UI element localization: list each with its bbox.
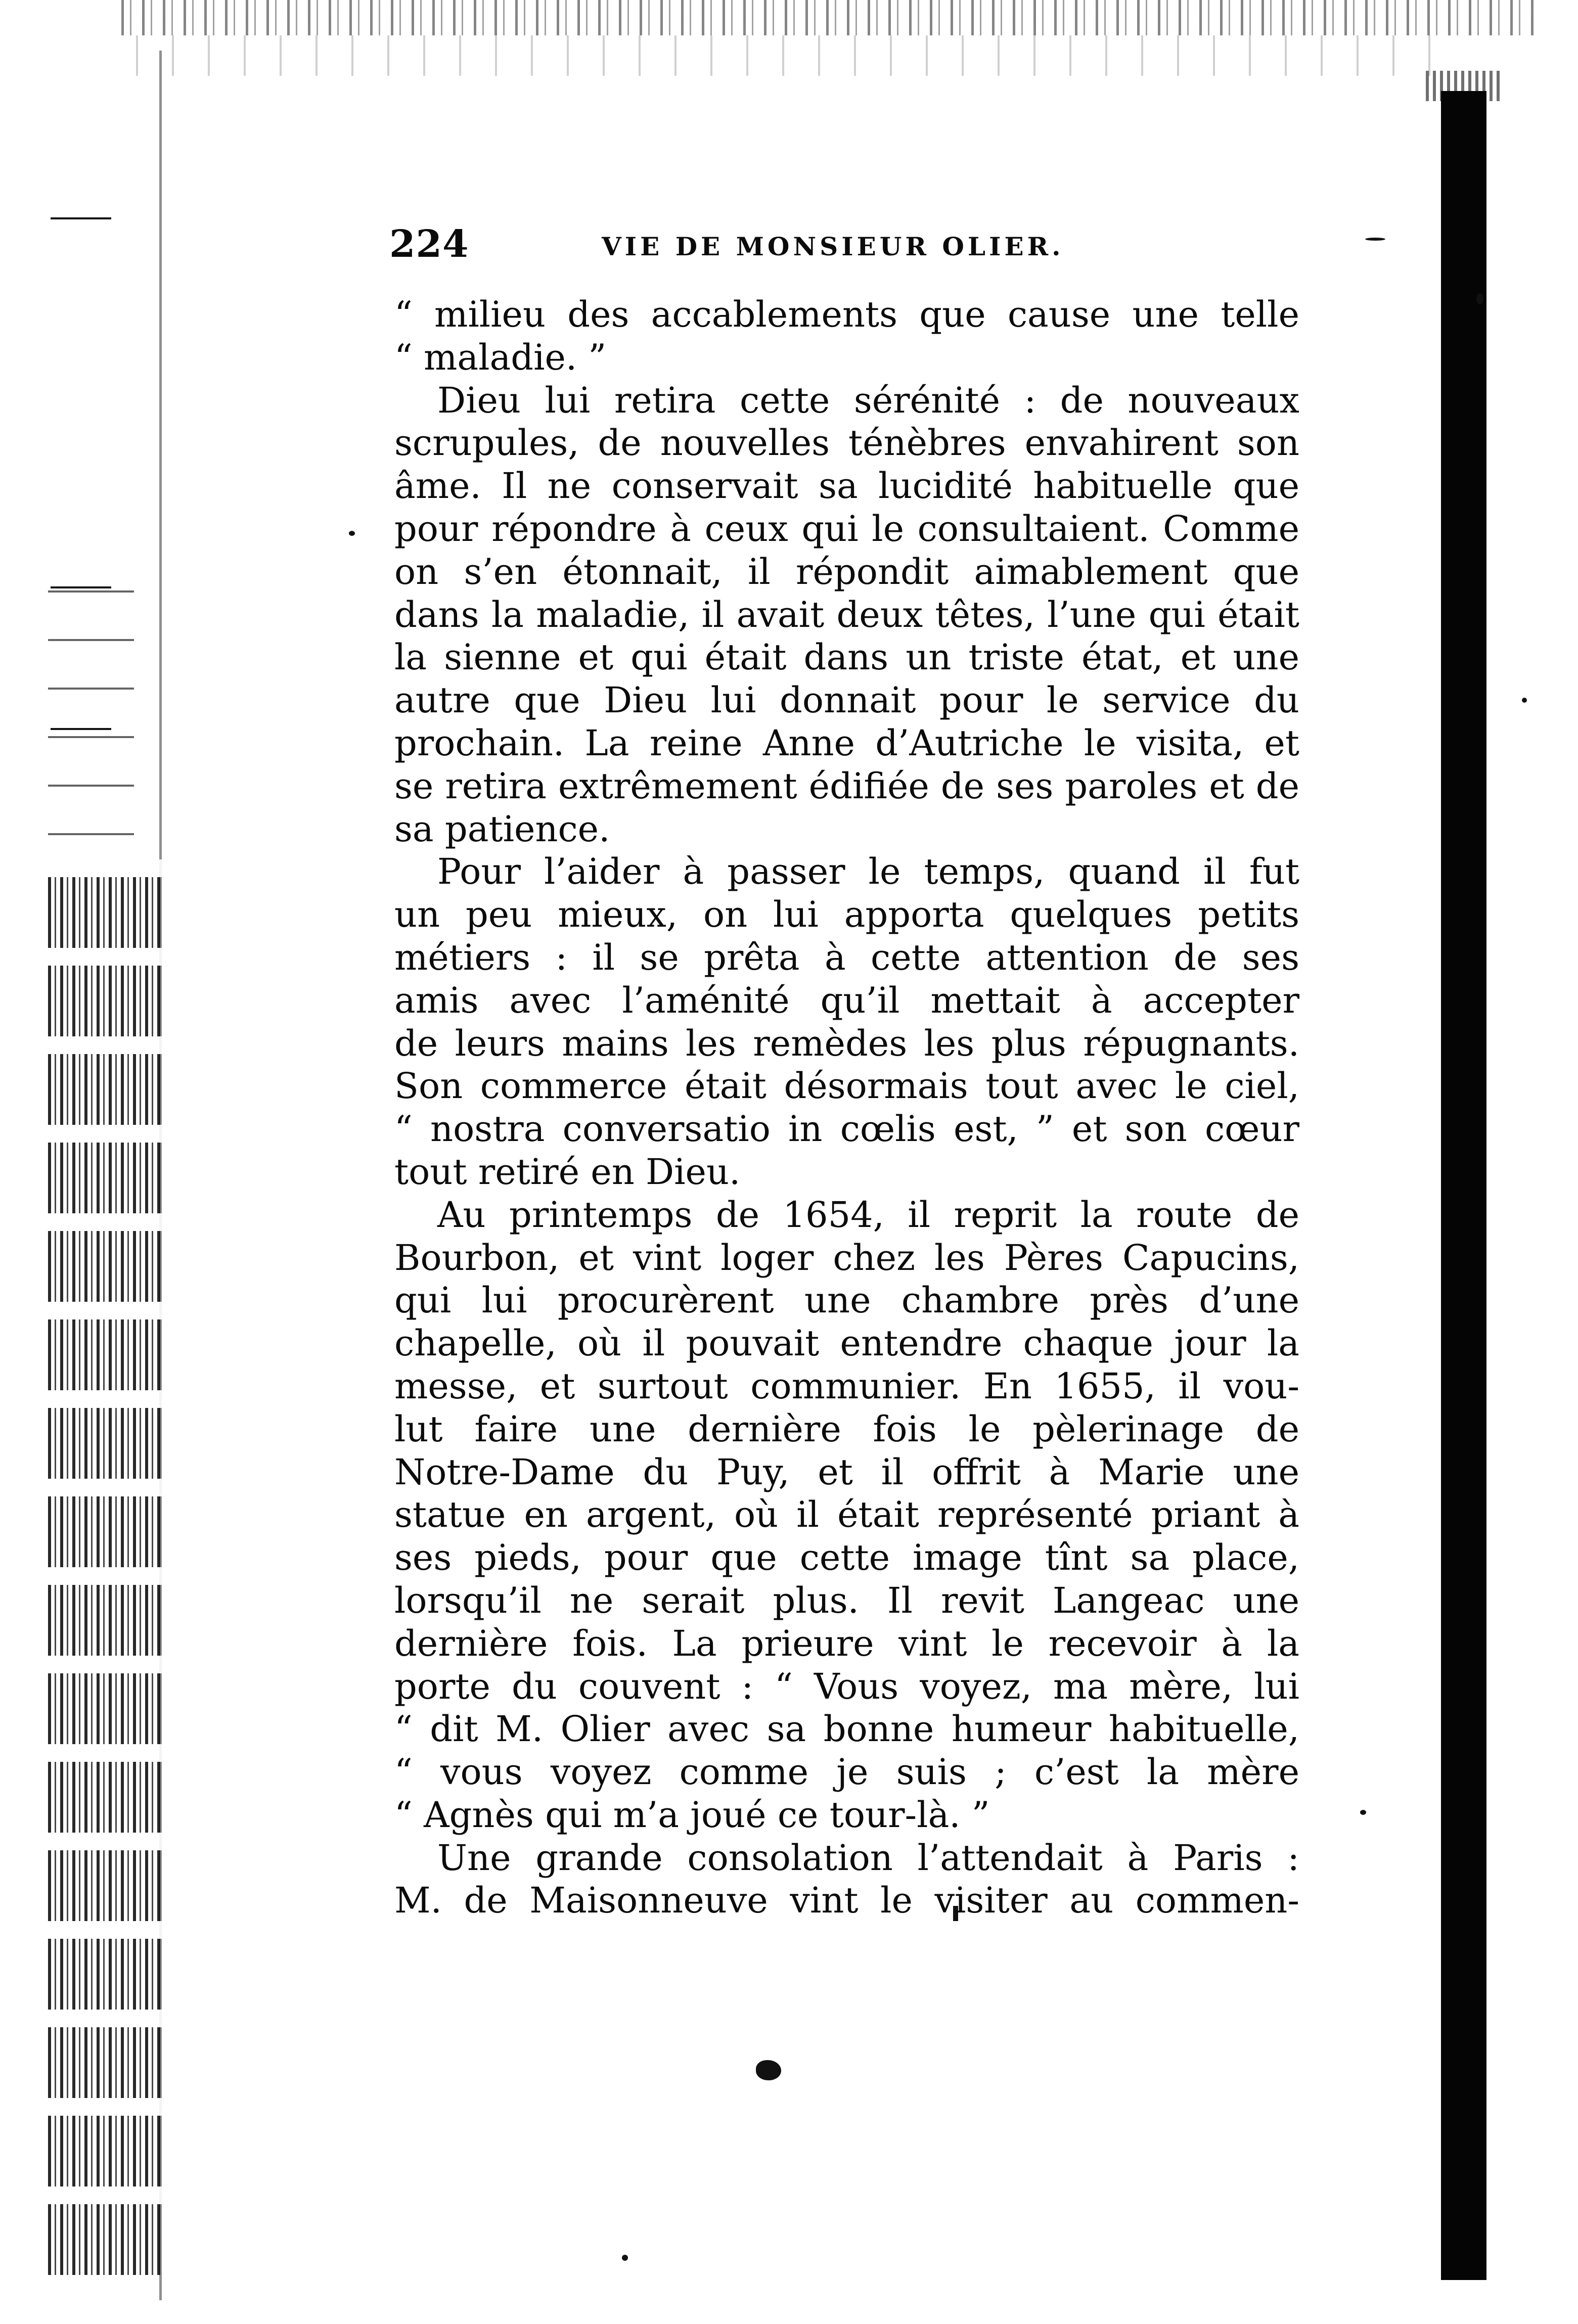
text-line: statue en argent, où il était représenté priant à [394, 1494, 1299, 1536]
text-line: ses pieds, pour que cette image tînt sa place, [394, 1537, 1299, 1579]
text-line: Au printemps de 1654, il reprit la route de [437, 1194, 1299, 1236]
running-title: VIE DE MONSIEUR OLIER. [602, 232, 1064, 261]
text-line: messe, et surtout communier. En 1655, il vou- [394, 1365, 1299, 1407]
text-line: Une grande consolation l’attendait à Paris : [437, 1837, 1299, 1879]
text-line: pour répondre à ceux qui le consultaient. Comme [394, 508, 1299, 550]
text-line: tout retiré en Dieu. [394, 1151, 741, 1193]
margin-tick [51, 728, 111, 730]
scan-speck [1365, 238, 1385, 241]
text-line: prochain. La reine Anne d’Autriche le visita, et [394, 722, 1299, 764]
text-line: porte du couvent : “ Vous voyez, ma mère, lui [394, 1665, 1299, 1707]
scan-speck [1476, 293, 1483, 304]
text-line: dernière fois. La prieure vint le recevoir à la [394, 1622, 1299, 1664]
text-line: la sienne et qui était dans un triste état, et une [394, 636, 1299, 678]
binding-dashes [48, 581, 134, 859]
margin-tick [51, 217, 111, 219]
text-line: qui lui procurèrent une chambre près d’une [394, 1280, 1299, 1322]
page-number: 224 [389, 222, 469, 266]
text-line: un peu mieux, on lui apporta quelques petits [394, 894, 1299, 936]
scan-noise-top-faint [121, 35, 1436, 76]
text-line: “ maladie. ” [394, 336, 607, 378]
text-line: autre que Dieu lui donnait pour le service du [394, 679, 1299, 721]
text-line: chapelle, où il pouvait entendre chaque jour la [394, 1323, 1299, 1364]
text-line: dans la maladie, il avait deux têtes, l’une qui était [394, 594, 1299, 635]
text-line: se retira extrêmement édifiée de ses paroles et de [394, 765, 1299, 807]
page-header [389, 222, 1330, 268]
text-line: Son commerce était désormais tout avec le ciel, [394, 1065, 1299, 1107]
text-line: lorsqu’il ne serait plus. Il revit Langeac une [394, 1579, 1299, 1621]
binding-strip [48, 859, 162, 2275]
text-line: scrupules, de nouvelles ténèbres envahirent son [394, 422, 1299, 464]
text-line: âme. Il ne conservait sa lucidité habituelle que [394, 465, 1299, 507]
text-line: “ dit M. Olier avec sa bonne humeur habituelle, [394, 1708, 1299, 1750]
text-line: Dieu lui retira cette sérénité : de nouveaux [437, 379, 1299, 421]
scan-speck [349, 531, 355, 536]
text-line: métiers : il se prêta à cette attention de ses [394, 936, 1299, 978]
text-line: “ vous voyez comme je suis ; c’est la mère [394, 1751, 1299, 1793]
scan-speck [1522, 698, 1527, 703]
text-line: on s’en étonnait, il répondit aimablement que [394, 551, 1299, 593]
right-black-border [1441, 91, 1486, 2280]
scan-speck [1360, 1810, 1366, 1815]
body-text [394, 293, 1299, 1922]
text-line: sa patience. [394, 808, 610, 850]
text-line: lut faire une dernière fois le pèlerinage de [394, 1408, 1299, 1450]
text-line: de leurs mains les remèdes les plus répugnants. [394, 1022, 1299, 1064]
margin-tick [51, 586, 111, 588]
text-line: Notre-Dame du Puy, et il offrit à Marie une [394, 1451, 1299, 1493]
scan-speck [622, 2255, 628, 2261]
text-line: M. de Maisonneuve vint le visiter au commen- [394, 1880, 1299, 1922]
ornament-mark [756, 2060, 781, 2080]
text-line: “ nostra conversatio in cœlis est, ” et son cœur [394, 1108, 1299, 1150]
text-line: amis avec l’aménité qu’il mettait à accepter [394, 979, 1299, 1021]
text-line: Pour l’aider à passer le temps, quand il fut [437, 851, 1299, 893]
scan-noise-top [121, 0, 1537, 35]
text-line: Bourbon, et vint loger chez les Pères Capucins, [394, 1237, 1299, 1279]
text-line: “ milieu des accablements que cause une telle [394, 294, 1299, 335]
text-line: “ Agnès qui m’a joué ce tour-là. ” [394, 1794, 990, 1836]
